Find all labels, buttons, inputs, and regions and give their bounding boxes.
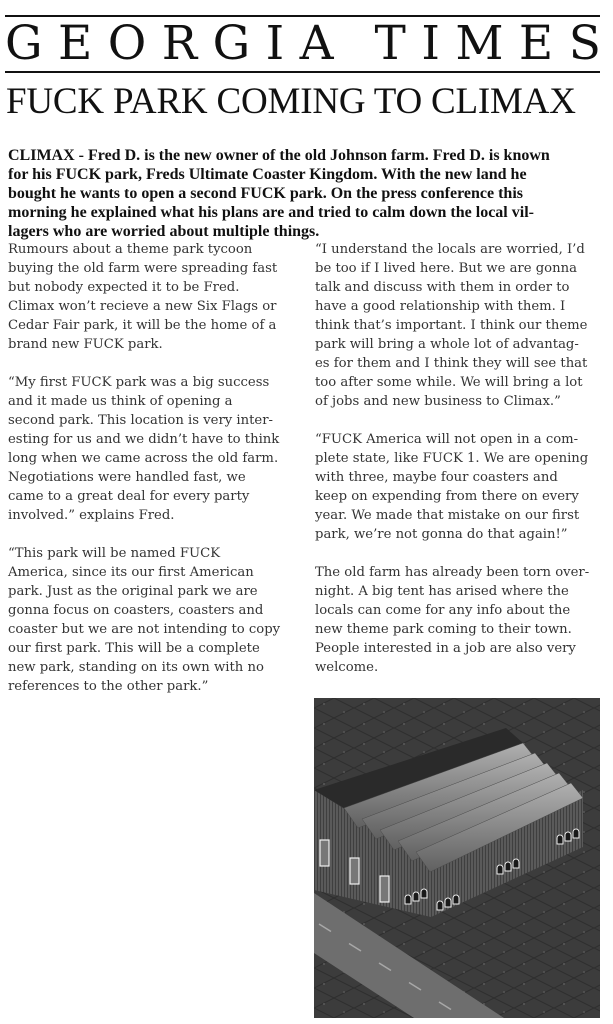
- paragraph-gap: [8, 354, 300, 373]
- paragraph-line: Negotiations were handled fast, we: [8, 470, 246, 485]
- masthead-letter: G: [212, 16, 251, 71]
- paragraph-line: but nobody expected it to be Fred.: [8, 280, 240, 295]
- paragraph-line: park will bring a whole lot of advantag-: [315, 337, 579, 352]
- paragraph-line: our first park. This will be a complete: [8, 641, 260, 656]
- article-paragraph: [315, 430, 607, 544]
- paragraph-line: plete state, like FUCK 1. We are opening: [315, 451, 589, 466]
- paragraph-line: year. We made that mistake on our first: [315, 508, 580, 523]
- article-photo: [314, 698, 600, 1018]
- paragraph-line: of jobs and new business to Climax.”: [315, 394, 561, 409]
- paragraph-line: with three, maybe four coasters and: [315, 470, 558, 485]
- paragraph-line: think that’s important. I think our theme: [315, 318, 588, 333]
- paragraph-line: buying the old farm were spreading fast: [8, 261, 278, 276]
- paragraph-line: came to a great deal for every party: [8, 489, 250, 504]
- building-door: [320, 840, 329, 866]
- article-column-right: [315, 240, 607, 677]
- paragraph-line: The old farm has already been torn over-: [315, 565, 590, 580]
- article-headline: FUCK PARK COMING TO CLIMAX: [6, 81, 576, 122]
- article-paragraph: [8, 240, 300, 354]
- paragraph-line: People interested in a job are also very: [315, 641, 576, 656]
- paragraph-line: involved.” explains Fred.: [8, 508, 175, 523]
- paragraph-line: be too if I lived here. But we are gonna: [315, 261, 577, 276]
- paragraph-line: second park. This location is very inter-: [8, 413, 273, 428]
- paragraph-line: long when we came across the old farm.: [8, 451, 279, 466]
- article-lede: [8, 146, 608, 241]
- paragraph-line: “My first FUCK park was a big success: [8, 375, 270, 390]
- masthead-bottom-rule: [5, 71, 600, 73]
- paragraph-line: new theme park coming to their town.: [315, 622, 572, 637]
- paragraph-gap: [315, 544, 607, 563]
- arched-window: [505, 862, 511, 871]
- lede-line: bought he wants to open a second FUCK park. On the press conference this: [8, 185, 523, 202]
- paragraph-line: Rumours about a theme park tycoon: [8, 242, 253, 257]
- paragraph-line: welcome.: [315, 660, 379, 675]
- paragraph-line: “FUCK America will not open in a com-: [315, 432, 579, 447]
- paragraph-line: esting for us and we didn’t have to think: [8, 432, 280, 447]
- building-door: [350, 858, 359, 884]
- article-column-left: [8, 240, 300, 696]
- paragraph-line: have a good relationship with them. I: [315, 299, 566, 314]
- masthead-letter: E: [518, 16, 554, 71]
- lede-line: lagers who are worried about multiple things.: [8, 223, 320, 240]
- masthead-letter: M: [455, 16, 504, 71]
- paragraph-line: es for them and I think they will see that: [315, 356, 588, 371]
- paragraph-gap: [8, 525, 300, 544]
- paragraph-line: coaster but we are not intending to copy: [8, 622, 281, 637]
- building-door: [380, 876, 389, 902]
- paragraph-line: too after some while. We will bring a lot: [315, 375, 583, 390]
- masthead-letter: A: [299, 16, 334, 71]
- paragraph-line: America, since its our first American: [8, 565, 254, 580]
- arched-window: [437, 901, 443, 910]
- paragraph-line: park, we’re not gonna do that again!”: [315, 527, 568, 542]
- masthead-letter: I: [421, 16, 440, 71]
- masthead-letter: O: [107, 16, 147, 71]
- paragraph-line: “This park will be named FUCK: [8, 546, 221, 561]
- arched-window: [445, 898, 451, 907]
- arched-window: [557, 835, 563, 844]
- paragraph-line: locals can come for any info about the: [315, 603, 571, 618]
- article-paragraph: [315, 240, 607, 411]
- masthead-letter: E: [58, 16, 93, 71]
- masthead-title: [5, 16, 601, 72]
- paragraph-line: new park, standing on its own with no: [8, 660, 264, 675]
- paragraph-line: keep on expending from there on every: [315, 489, 579, 504]
- arched-window: [413, 892, 419, 901]
- arched-window: [565, 832, 571, 841]
- article-paragraph: [315, 563, 607, 677]
- lede-line: CLIMAX - Fred D. is the new owner of the old Johnson farm. Fred D. is known: [8, 147, 550, 164]
- lede-line: morning he explained what his plans are and tried to calm down the local vil-: [8, 204, 534, 221]
- masthead-letter: G: [5, 16, 43, 71]
- lede-line: for his FUCK park, Freds Ultimate Coaster Kingdom. With the new land he: [8, 166, 527, 183]
- paragraph-line: references to the other park.”: [8, 679, 209, 694]
- paragraph-line: park. Just as the original park we are: [8, 584, 258, 599]
- paragraph-line: and it made us think of opening a: [8, 394, 233, 409]
- paragraph-gap: [315, 411, 607, 430]
- paragraph-line: talk and discuss with them in order to: [315, 280, 570, 295]
- arched-window: [513, 859, 519, 868]
- paragraph-line: Cedar Fair park, it will be the home of a: [8, 318, 277, 333]
- paragraph-line: night. A big tent has arised where the: [315, 584, 569, 599]
- masthead-letter: S: [568, 16, 601, 71]
- paragraph-line: Climax won’t recieve a new Six Flags or: [8, 299, 277, 314]
- arched-window: [497, 865, 503, 874]
- arched-window: [405, 895, 411, 904]
- article-paragraph: [8, 373, 300, 525]
- masthead-letter: T: [374, 16, 406, 71]
- paragraph-line: “I understand the locals are worried, I’d: [315, 242, 585, 257]
- arched-window: [573, 829, 579, 838]
- masthead-letter: R: [161, 16, 198, 71]
- masthead-letter: I: [265, 16, 285, 71]
- paragraph-line: brand new FUCK park.: [8, 337, 163, 352]
- arched-window: [453, 895, 459, 904]
- article-paragraph: [8, 544, 300, 696]
- arched-window: [421, 889, 427, 898]
- building-illustration: [314, 698, 600, 1018]
- paragraph-line: gonna focus on coasters, coasters and: [8, 603, 264, 618]
